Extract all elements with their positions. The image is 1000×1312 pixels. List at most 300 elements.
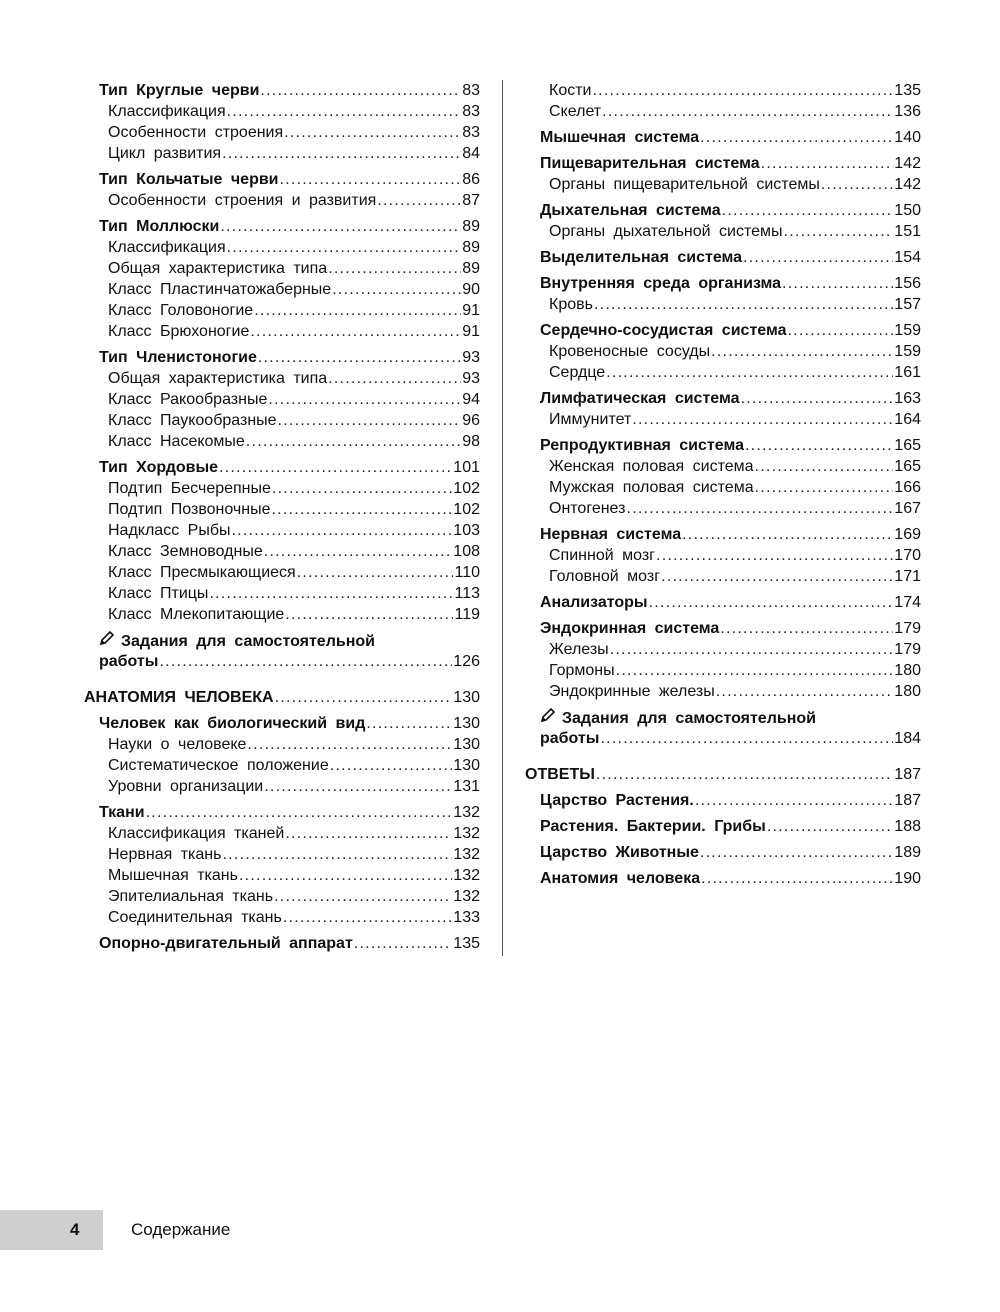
entry-title: работы <box>540 730 600 747</box>
page-ref: 94 <box>462 391 480 408</box>
page-ref: 165 <box>894 458 921 475</box>
toc-group <box>99 347 480 452</box>
toc-entry[interactable] <box>540 728 921 749</box>
dot-leader <box>695 790 893 811</box>
dot-leader <box>332 279 461 300</box>
toc-entry[interactable] <box>540 592 921 613</box>
dot-leader <box>626 498 893 519</box>
dot-leader <box>275 687 453 708</box>
page-ref: 130 <box>453 689 480 706</box>
entry-title: Классификация тканей <box>108 825 285 842</box>
page-ref: 154 <box>894 249 921 266</box>
entry-title: Класс Брюхоногие <box>108 323 250 340</box>
page-ref: 91 <box>462 323 480 340</box>
toc-subentry[interactable] <box>99 389 480 410</box>
toc-subentry[interactable] <box>540 174 921 195</box>
page-ref: 89 <box>462 260 480 277</box>
entry-title: Пищеварительная система <box>540 155 760 172</box>
toc-subentry[interactable] <box>99 279 480 300</box>
dot-leader <box>146 802 453 823</box>
toc-entry[interactable] <box>540 127 921 148</box>
page-ref: 132 <box>453 804 480 821</box>
page-ref: 142 <box>894 176 921 193</box>
toc-group <box>540 127 921 148</box>
entry-title: Сердечно-сосудистая система <box>540 322 787 339</box>
page-ref: 159 <box>894 343 921 360</box>
dot-leader <box>274 886 452 907</box>
toc-entry[interactable] <box>99 80 480 101</box>
entry-title: Царство Животные <box>540 844 699 861</box>
dot-leader <box>328 258 461 279</box>
toc-subentry[interactable] <box>99 368 480 389</box>
toc-group <box>540 80 921 122</box>
toc-entry[interactable] <box>540 200 921 221</box>
dot-leader <box>271 499 452 520</box>
toc-group <box>540 592 921 613</box>
toc-group <box>540 524 921 587</box>
dot-leader <box>227 237 462 258</box>
toc-subentry[interactable] <box>540 660 921 681</box>
entry-title: Задания для самостоятельной <box>121 633 375 650</box>
dot-leader <box>227 101 462 122</box>
dot-leader <box>284 122 461 143</box>
entry-title: Дыхательная система <box>540 202 721 219</box>
pencil-icon <box>540 707 556 729</box>
toc-group <box>540 868 921 889</box>
dot-leader <box>600 728 893 749</box>
entry-title: ОТВЕТЫ <box>525 766 595 783</box>
toc-entry[interactable] <box>540 247 921 268</box>
toc-subentry[interactable] <box>99 190 480 211</box>
entry-title: Задания для самостоятельной <box>562 710 816 727</box>
entry-title: Железы <box>549 641 609 658</box>
entry-title: Тип Хордовые <box>99 459 219 476</box>
dot-leader <box>616 660 894 681</box>
dot-leader <box>219 457 452 478</box>
page-ref: 140 <box>894 129 921 146</box>
toc-entry[interactable] <box>99 347 480 368</box>
toc-subentry[interactable] <box>540 362 921 383</box>
dot-leader <box>711 341 893 362</box>
entry-title: Класс Пластинчатожаберные <box>108 281 332 298</box>
page-ref: 133 <box>453 909 480 926</box>
entry-title: Мышечная система <box>540 129 700 146</box>
toc-subentry[interactable] <box>99 734 480 755</box>
toc-group <box>540 618 921 702</box>
entry-title: Класс Ракообразные <box>108 391 268 408</box>
page-ref: 142 <box>894 155 921 172</box>
page-ref: 156 <box>894 275 921 292</box>
dot-leader <box>720 618 893 639</box>
page-ref: 184 <box>894 730 921 747</box>
dot-leader <box>700 842 893 863</box>
toc-section-heading[interactable] <box>84 687 480 708</box>
entry-title: Цикл развития <box>108 145 222 162</box>
toc-group <box>540 273 921 315</box>
toc-left-column <box>84 80 480 954</box>
dot-leader <box>755 477 894 498</box>
entry-title: АНАТОМИЯ ЧЕЛОВЕКА <box>84 689 274 706</box>
entry-title: Класс Паукообразные <box>108 412 277 429</box>
dot-leader <box>250 321 461 342</box>
entry-title: Царство Растения. <box>540 792 694 809</box>
toc-entry[interactable] <box>540 842 921 863</box>
entry-title: Головной мозг <box>549 568 661 585</box>
dot-leader <box>330 755 453 776</box>
page-ref: 180 <box>894 662 921 679</box>
page-ref: 164 <box>894 411 921 428</box>
dot-leader <box>254 300 461 321</box>
dot-leader <box>268 389 461 410</box>
toc-tasks-group <box>99 630 480 672</box>
page-ref: 188 <box>894 818 921 835</box>
page-ref: 90 <box>462 281 480 298</box>
toc-entry[interactable] <box>540 618 921 639</box>
toc-group <box>540 842 921 863</box>
entry-title: Подтип Бесчерепные <box>108 480 271 497</box>
toc-group <box>99 457 480 625</box>
toc-subentry[interactable] <box>540 409 921 430</box>
dot-leader <box>745 435 893 456</box>
page-ref: 136 <box>894 103 921 120</box>
entry-title: Эпителиальная ткань <box>108 888 274 905</box>
dot-leader <box>260 80 461 101</box>
dot-leader <box>280 169 462 190</box>
entry-title: Гормоны <box>549 662 615 679</box>
dot-leader <box>596 764 893 785</box>
page-ref: 169 <box>894 526 921 543</box>
page-ref: 180 <box>894 683 921 700</box>
toc-entry[interactable] <box>99 713 480 734</box>
toc-subentry[interactable] <box>99 844 480 865</box>
entry-title: Ткани <box>99 804 145 821</box>
dot-leader <box>328 368 461 389</box>
page-number: 4 <box>70 1220 80 1239</box>
page-ref: 93 <box>462 370 480 387</box>
toc-entry[interactable] <box>540 816 921 837</box>
page-ref: 131 <box>453 778 480 795</box>
entry-title: Эндокринные железы <box>549 683 715 700</box>
toc-subentry[interactable] <box>540 294 921 315</box>
page-ref: 167 <box>894 500 921 517</box>
page-ref: 91 <box>462 302 480 319</box>
page-ref: 98 <box>462 433 480 450</box>
page-ref: 130 <box>453 757 480 774</box>
toc-group <box>99 216 480 342</box>
toc-subentry[interactable] <box>99 122 480 143</box>
page-ref: 130 <box>453 736 480 753</box>
dot-leader <box>661 566 893 587</box>
entry-title: Внутренняя среда организма <box>540 275 782 292</box>
page-ref: 93 <box>462 349 480 366</box>
page-ref: 190 <box>894 870 921 887</box>
entry-title: Уровни организации <box>108 778 264 795</box>
toc-section <box>525 764 921 785</box>
entry-title: Особенности строения и развития <box>108 192 377 209</box>
entry-title: Человек как биологический вид <box>99 715 366 732</box>
entry-title: Мужская половая система <box>549 479 754 496</box>
toc-subentry[interactable] <box>540 639 921 660</box>
dot-leader <box>285 823 452 844</box>
toc-subentry[interactable] <box>99 300 480 321</box>
entry-title: Систематическое положение <box>108 757 329 774</box>
toc-subentry[interactable] <box>99 321 480 342</box>
entry-title: Класс Млекопитающие <box>108 606 285 623</box>
page-ref: 89 <box>462 218 480 235</box>
dot-leader <box>159 651 452 672</box>
entry-title: Растения. Бактерии. Грибы <box>540 818 766 835</box>
page-ref: 83 <box>462 124 480 141</box>
page-ref: 103 <box>453 522 480 539</box>
page-ref: 179 <box>894 641 921 658</box>
toc-subentry[interactable] <box>99 604 480 625</box>
dot-leader <box>741 388 894 409</box>
entry-title: Надкласс Рыбы <box>108 522 231 539</box>
dot-leader <box>755 456 894 477</box>
dot-leader <box>761 153 894 174</box>
toc-subentry[interactable] <box>99 865 480 886</box>
dot-leader <box>594 294 893 315</box>
dot-leader <box>821 174 893 195</box>
toc-subentry[interactable] <box>99 907 480 928</box>
dot-leader <box>354 933 453 954</box>
page-ref: 132 <box>453 846 480 863</box>
entry-title: Тип Членистоногие <box>99 349 257 366</box>
dot-leader <box>264 776 452 797</box>
running-title: Содержание <box>131 1220 231 1239</box>
page-number-box <box>0 1210 103 1250</box>
toc-entry[interactable] <box>540 388 921 409</box>
entry-title: Тип Моллюски <box>99 218 220 235</box>
toc-right-column <box>525 80 921 889</box>
dot-leader <box>222 844 452 865</box>
toc-section-heading[interactable] <box>525 764 921 785</box>
toc-group <box>540 816 921 837</box>
toc-subentry[interactable] <box>540 341 921 362</box>
dot-leader <box>682 524 893 545</box>
dot-leader <box>743 247 893 268</box>
dot-leader <box>283 907 452 928</box>
entry-title: Кости <box>549 82 592 99</box>
entry-title: Мышечная ткань <box>108 867 238 884</box>
dot-leader <box>767 816 893 837</box>
entry-title: Онтогенез <box>549 500 626 517</box>
dot-leader <box>656 545 893 566</box>
toc-entry[interactable] <box>99 169 480 190</box>
toc-subentry[interactable] <box>540 101 921 122</box>
toc-subentry[interactable] <box>540 566 921 587</box>
page-ref: 132 <box>453 825 480 842</box>
entry-title: Классификация <box>108 103 226 120</box>
entry-title: Класс Головоногие <box>108 302 254 319</box>
pencil-icon <box>99 630 115 652</box>
page-ref: 113 <box>454 585 480 602</box>
entry-title: Кровь <box>549 296 593 313</box>
toc-subentry[interactable] <box>540 456 921 477</box>
page-ref: 83 <box>462 103 480 120</box>
toc-entry[interactable] <box>540 707 921 728</box>
entry-title: Анализаторы <box>540 594 648 611</box>
toc-entry[interactable] <box>99 651 480 672</box>
toc-group <box>99 802 480 928</box>
entry-title: Тип Круглые черви <box>99 82 260 99</box>
page-ref: 126 <box>453 653 480 670</box>
dot-leader <box>787 320 893 341</box>
entry-title: Эндокринная система <box>540 620 720 637</box>
toc-subentry[interactable] <box>99 143 480 164</box>
page-ref: 135 <box>894 82 921 99</box>
dot-leader <box>700 127 893 148</box>
toc-subentry[interactable] <box>540 477 921 498</box>
dot-leader <box>782 273 893 294</box>
page-ref: 165 <box>894 437 921 454</box>
dot-leader <box>209 583 453 604</box>
page-ref: 87 <box>462 192 480 209</box>
toc-entry[interactable] <box>540 790 921 811</box>
entry-title: Нервная система <box>540 526 682 543</box>
toc-subentry[interactable] <box>99 410 480 431</box>
page-ref: 96 <box>462 412 480 429</box>
page-ref: 171 <box>894 568 921 585</box>
toc-subentry[interactable] <box>99 562 480 583</box>
toc-entry[interactable] <box>99 630 480 651</box>
dot-leader <box>258 347 461 368</box>
toc-subentry[interactable] <box>99 886 480 907</box>
entry-title: Класс Птицы <box>108 585 209 602</box>
entry-title: Общая характеристика типа <box>108 260 328 277</box>
dot-leader <box>592 80 893 101</box>
page-ref: 159 <box>894 322 921 339</box>
entry-title: Науки о человеке <box>108 736 247 753</box>
page-ref: 170 <box>894 547 921 564</box>
toc-entry[interactable] <box>540 524 921 545</box>
page-ref: 151 <box>894 223 921 240</box>
toc-entry[interactable] <box>540 273 921 294</box>
page-ref: 119 <box>454 606 480 623</box>
dot-leader <box>297 562 454 583</box>
dot-leader <box>606 362 893 383</box>
toc-subentry[interactable] <box>99 431 480 452</box>
entry-title: Сердце <box>549 364 606 381</box>
dot-leader <box>701 868 893 889</box>
toc-group <box>540 435 921 519</box>
page-ref: 86 <box>462 171 480 188</box>
toc-subentry[interactable] <box>99 258 480 279</box>
toc-entry[interactable] <box>540 153 921 174</box>
dot-leader <box>278 410 462 431</box>
dot-leader <box>220 216 461 237</box>
toc-entry[interactable] <box>99 457 480 478</box>
toc-entry[interactable] <box>99 802 480 823</box>
toc-entry[interactable] <box>540 320 921 341</box>
page-ref: 189 <box>894 844 921 861</box>
toc-subentry[interactable] <box>99 583 480 604</box>
toc-section <box>84 687 480 708</box>
page-ref: 166 <box>894 479 921 496</box>
entry-title: Класс Насекомые <box>108 433 245 450</box>
entry-title: Анатомия человека <box>540 870 701 887</box>
toc-entry[interactable] <box>99 216 480 237</box>
toc-entry[interactable] <box>540 435 921 456</box>
toc-subentry[interactable] <box>99 541 480 562</box>
entry-title: Общая характеристика типа <box>108 370 328 387</box>
toc-group <box>99 933 480 954</box>
entry-title: Соединительная ткань <box>108 909 282 926</box>
entry-title: Подтип Позвоночные <box>108 501 271 518</box>
dot-leader <box>722 200 894 221</box>
dot-leader <box>231 520 452 541</box>
entry-title: Кровеносные сосуды <box>549 343 711 360</box>
dot-leader <box>784 221 894 242</box>
page-ref: 187 <box>894 792 921 809</box>
dot-leader <box>247 734 452 755</box>
entry-title: Выделительная система <box>540 249 743 266</box>
page-ref: 130 <box>453 715 480 732</box>
page-ref: 102 <box>453 501 480 518</box>
dot-leader <box>377 190 461 211</box>
toc-subentry[interactable] <box>99 499 480 520</box>
page-ref: 108 <box>453 543 480 560</box>
toc-subentry[interactable] <box>99 478 480 499</box>
toc-subentry[interactable] <box>99 520 480 541</box>
entry-title: Лимфатическая система <box>540 390 740 407</box>
dot-leader <box>222 143 461 164</box>
entry-title: Класс Пресмыкающиеся <box>108 564 296 581</box>
toc-group <box>99 80 480 164</box>
toc-subentry[interactable] <box>540 545 921 566</box>
page-ref: 101 <box>453 459 480 476</box>
page-ref: 110 <box>454 564 480 581</box>
dot-leader <box>632 409 893 430</box>
entry-title: Репродуктивная система <box>540 437 744 454</box>
toc-subentry[interactable] <box>99 823 480 844</box>
toc-group <box>540 320 921 383</box>
entry-title: Особенности строения <box>108 124 284 141</box>
toc-subentry[interactable] <box>99 101 480 122</box>
toc-subentry[interactable] <box>540 498 921 519</box>
toc-group <box>540 247 921 268</box>
dot-leader <box>239 865 452 886</box>
dot-leader <box>610 639 894 660</box>
page-ref: 84 <box>462 145 480 162</box>
toc-subentry[interactable] <box>99 776 480 797</box>
dot-leader <box>602 101 893 122</box>
toc-tasks-group <box>540 707 921 749</box>
toc-subentry[interactable] <box>540 80 921 101</box>
toc-subentry[interactable] <box>99 237 480 258</box>
toc-entry[interactable] <box>540 868 921 889</box>
page-ref: 179 <box>894 620 921 637</box>
dot-leader <box>246 431 461 452</box>
page-ref: 150 <box>894 202 921 219</box>
entry-title: Опорно-двигательный аппарат <box>99 935 353 952</box>
entry-title: работы <box>99 653 159 670</box>
dot-leader <box>649 592 894 613</box>
toc-group <box>99 169 480 211</box>
toc-group <box>540 388 921 430</box>
toc-subentry[interactable] <box>540 681 921 702</box>
toc-subentry[interactable] <box>540 221 921 242</box>
toc-group <box>99 713 480 797</box>
entry-title: Органы пищеварительной системы <box>549 176 820 193</box>
toc-subentry[interactable] <box>99 755 480 776</box>
page-ref: 187 <box>894 766 921 783</box>
dot-leader <box>716 681 894 702</box>
entry-title: Классификация <box>108 239 226 256</box>
entry-title: Женская половая система <box>549 458 754 475</box>
page-ref: 132 <box>453 867 480 884</box>
toc-entry[interactable] <box>99 933 480 954</box>
